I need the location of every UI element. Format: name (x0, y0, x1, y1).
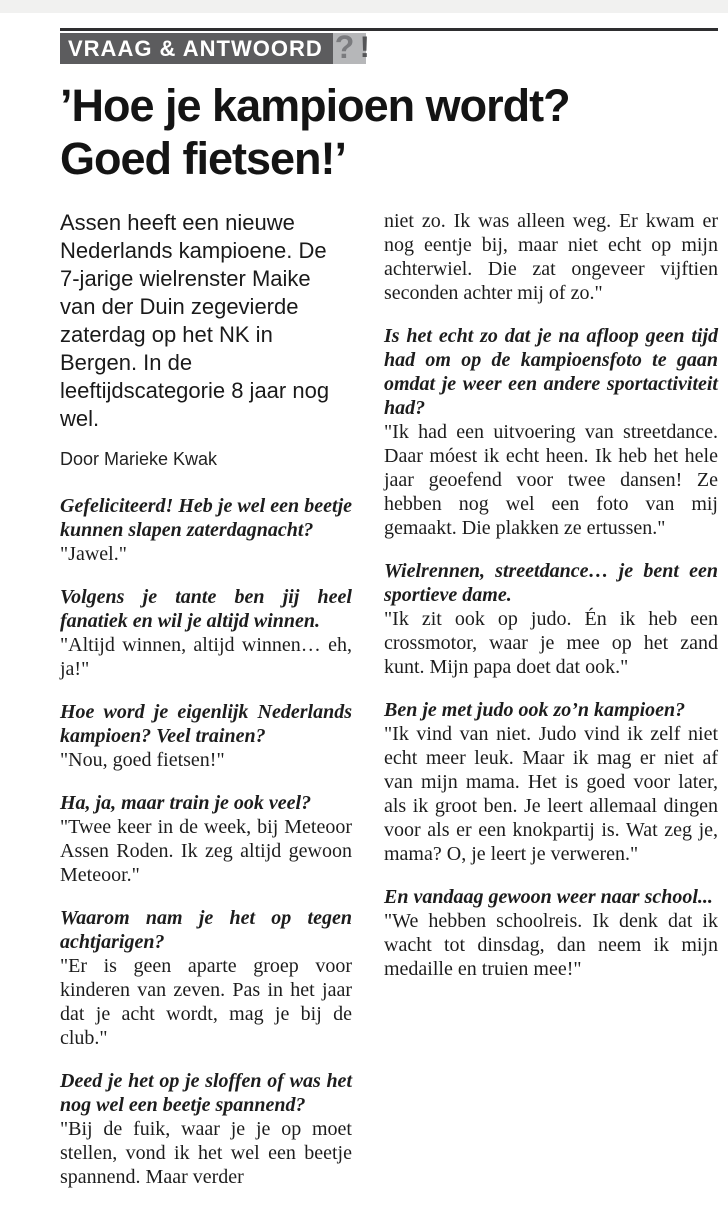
question: Deed je het op je sloffen of was het nog wel een beetje spannend? (60, 1070, 352, 1116)
answer: "Altijd winnen, altijd winnen… eh, ja!" (60, 634, 352, 680)
answer: "Er is geen aparte groep voor kinderen van zeven. Pas in het jaar dat je acht wordt, mag je bij de club." (60, 955, 352, 1049)
question: Ben je met judo ook zo’n kampioen? (384, 699, 686, 721)
answer: niet zo. Ik was alleen weg. Er kwam er nog eentje bij, maar niet echt op mijn achterwiel. Die zat ongeveer vijftien seconden achter mij of zo." (384, 210, 718, 304)
kicker-row (60, 29, 718, 65)
headline-line1: ’Hoe je kampioen wordt? (60, 80, 570, 131)
question: Hoe word je eigenlijk Nederlands kampioen? Veel trainen? (60, 701, 352, 747)
qa-block (384, 324, 718, 540)
answer: "Jawel." (60, 543, 127, 565)
byline: Door Marieke Kwak (60, 449, 218, 469)
newspaper-article (60, 28, 718, 1208)
question: Wielrennen, streetdance… je bent een sportieve dame. (384, 560, 718, 606)
qa-block (60, 585, 352, 681)
column-right (384, 209, 718, 1208)
headline-line2: Goed fietsen!’ (60, 133, 347, 184)
question: Waarom nam je het op tegen achtjarigen? (60, 907, 352, 953)
qa-block (60, 494, 352, 566)
qa-block (384, 559, 718, 679)
question: Volgens je tante ben jij heel fanatiek en wil je altijd winnen. (60, 586, 352, 632)
column-left (60, 209, 352, 1208)
qa-list-left (60, 494, 352, 1189)
qa-block (384, 209, 718, 305)
answer: "Twee keer in de week, bij Meteoor Assen Roden. Ik zeg altijd gewoon Meteoor." (60, 816, 352, 886)
answer: "Nou, goed fietsen!" (60, 749, 225, 771)
question: Ha, ja, maar train je ook veel? (60, 792, 312, 814)
answer: "Ik had een uitvoering van streetdance. Daar móest ik echt heen. Ik heb het hele jaar geoefend voor twee dansen! Ze hebben nog wel een foto van mij gemaakt. Die plakken ze ertussen." (384, 421, 718, 539)
question: Gefeliciteerd! Heb je wel een beetje kunnen slapen zaterdagnacht? (60, 495, 352, 541)
answer: "Ik zit ook op judo. Én ik heb een crossmotor, waar je mee op het zand kunt. Mijn papa doet dat ook." (384, 608, 718, 678)
section-label: VRAAG & ANTWOORD (68, 35, 323, 61)
answer: "We hebben schoolreis. Ik denk dat ik wacht tot dinsdag, dan neem ik mijn medaille en truien mee!" (384, 910, 718, 980)
intro-paragraph: Assen heeft een nieuwe Nederlands kampioene. De 7-jarige wielrenster Maike van der Duin zegevierde zaterdag op het NK in Bergen. In de leeftijdscategorie 8 jaar nog wel. (60, 210, 330, 431)
qa-block (60, 1069, 352, 1189)
question: Is het echt zo dat je na afloop geen tijd had om op de kampioensfoto te gaan omdat je weer een andere sportactiviteit had? (384, 325, 718, 419)
qa-block (60, 791, 352, 887)
article-columns (60, 209, 718, 1208)
qa-block (60, 906, 352, 1050)
answer: "Ik vind van niet. Judo vind ik zelf niet echt meer leuk. Maar ik mag er niet af van mijn mama. Het is goed voor later, als ik groot ben. Je leert allemaal dingen voor als er een knokpartij is. Wat zeg je, mama? O, je leert je verweren." (384, 723, 718, 865)
answer: "Bij de fuik, waar je je op moet stellen, vond ik het wel een beetje spannend. Maar verder (60, 1118, 352, 1188)
qa-block (384, 885, 718, 981)
qa-block (384, 698, 718, 866)
exclamation-mark-glyph: ! (359, 31, 370, 64)
qa-block (60, 700, 352, 772)
question-mark-glyph: ? (334, 29, 355, 65)
headline (60, 79, 718, 185)
question-exclamation-icon (333, 29, 370, 65)
section-label-bar (60, 33, 333, 64)
question: En vandaag gewoon weer naar school... (384, 886, 713, 908)
qa-list-right (384, 209, 718, 981)
page-top-band (0, 0, 728, 13)
top-rule (60, 28, 718, 31)
